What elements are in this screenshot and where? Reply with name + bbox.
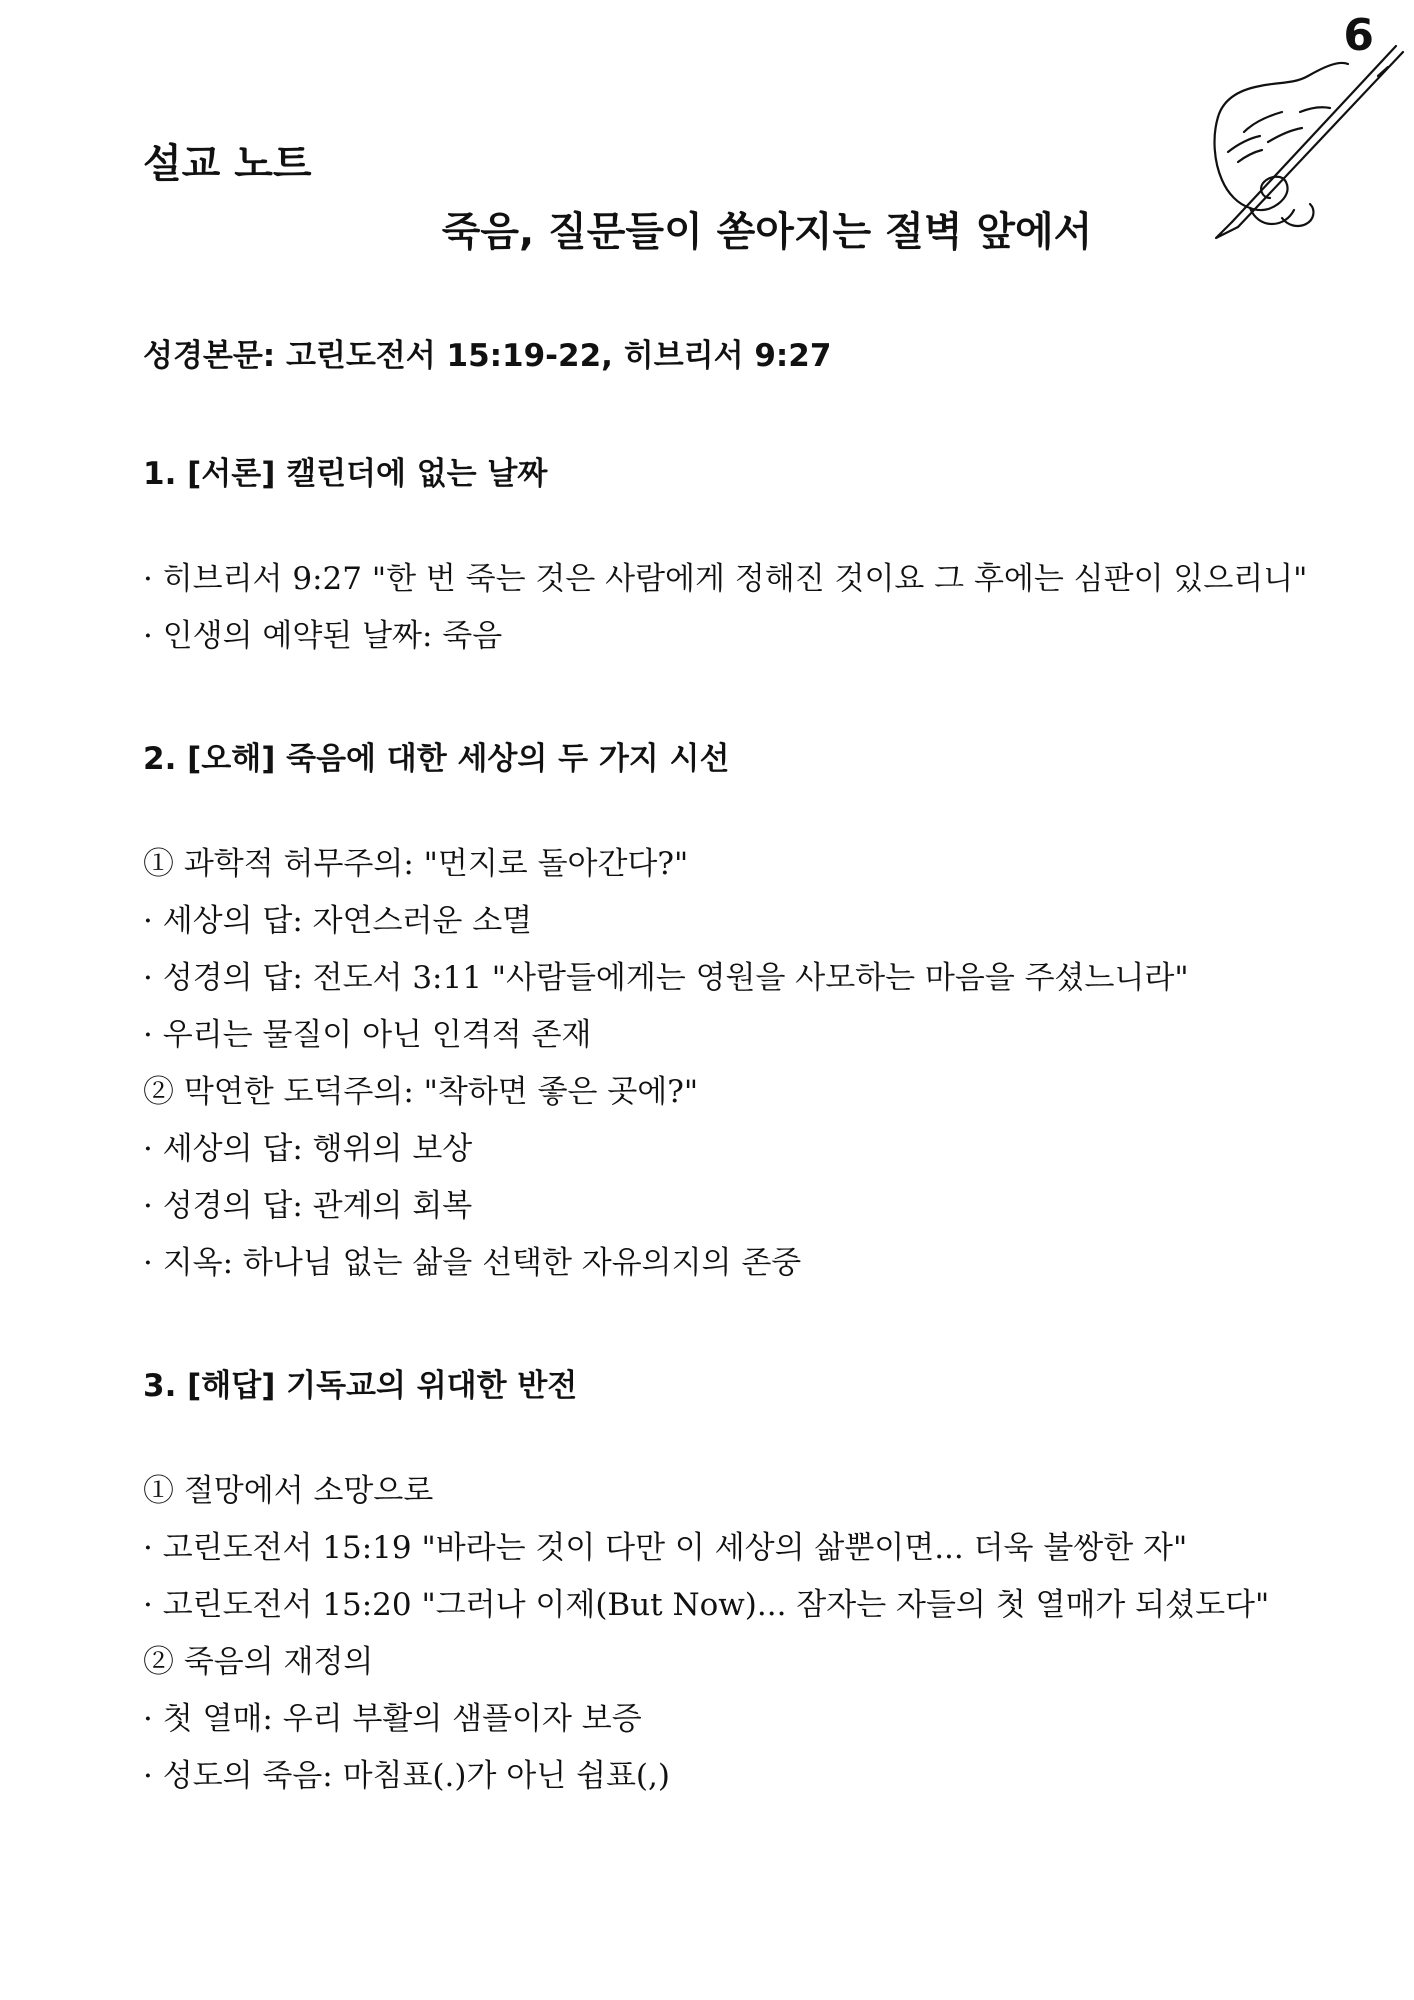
list-item: · 성도의 죽음: 마침표(.)가 아닌 쉼표(,) [143,1758,670,1794]
section-introduction [143,448,1393,665]
section-heading: 2. [오해] 죽음에 대한 세상의 두 가지 시선 [143,741,730,777]
section-body [143,551,1393,665]
page-number: 6 [1343,10,1374,61]
list-item: · 세상의 답: 자연스러운 소멸 [143,903,533,939]
sermon-title: 죽음, 질문들이 쏟아지는 절벽 앞에서 [441,209,1093,255]
list-item: ① 과학적 허무주의: "먼지로 돌아간다?" [143,846,689,882]
section-misunderstanding [143,733,1393,1292]
list-item: · 우리는 물질이 아닌 인격적 존재 [143,1017,592,1053]
scripture-reference: 성경본문: 고린도전서 15:19-22, 히브리서 9:27 [143,338,832,374]
section-body [143,1463,1393,1805]
list-item: · 성경의 답: 관계의 회복 [143,1188,473,1224]
section-heading: 1. [서론] 캘린더에 없는 날짜 [143,456,548,492]
list-item: ② 죽음의 재정의 [143,1644,374,1680]
list-item: · 고린도전서 15:19 "바라는 것이 다만 이 세상의 삶뿐이면... 더욱 불쌍한 자" [143,1530,1188,1566]
list-item: · 인생의 예약된 날짜: 죽음 [143,618,503,654]
list-item: · 세상의 답: 행위의 보상 [143,1131,473,1167]
list-item: · 첫 열매: 우리 부활의 샘플이자 보증 [143,1701,642,1737]
list-item: · 히브리서 9:27 "한 번 죽는 것은 사람에게 정해진 것이요 그 후에는 심판이 있으리니" [143,561,1308,597]
section-heading: 3. [해답] 기독교의 위대한 반전 [143,1368,578,1404]
section-body [143,836,1393,1292]
document-label: 설교 노트 [143,141,312,187]
list-item: · 고린도전서 15:20 "그러나 이제(But Now)... 잠자는 자들의 첫 열매가 되셨도다" [143,1587,1270,1623]
list-item: · 지옥: 하나님 없는 삶을 선택한 자유의지의 존중 [143,1245,802,1281]
list-item: ② 막연한 도덕주의: "착하면 좋은 곳에?" [143,1074,699,1110]
list-item: ① 절망에서 소망으로 [143,1473,434,1509]
list-item: · 성경의 답: 전도서 3:11 "사람들에게는 영원을 사모하는 마음을 주셨느니라" [143,960,1189,996]
section-answer [143,1360,1393,1805]
